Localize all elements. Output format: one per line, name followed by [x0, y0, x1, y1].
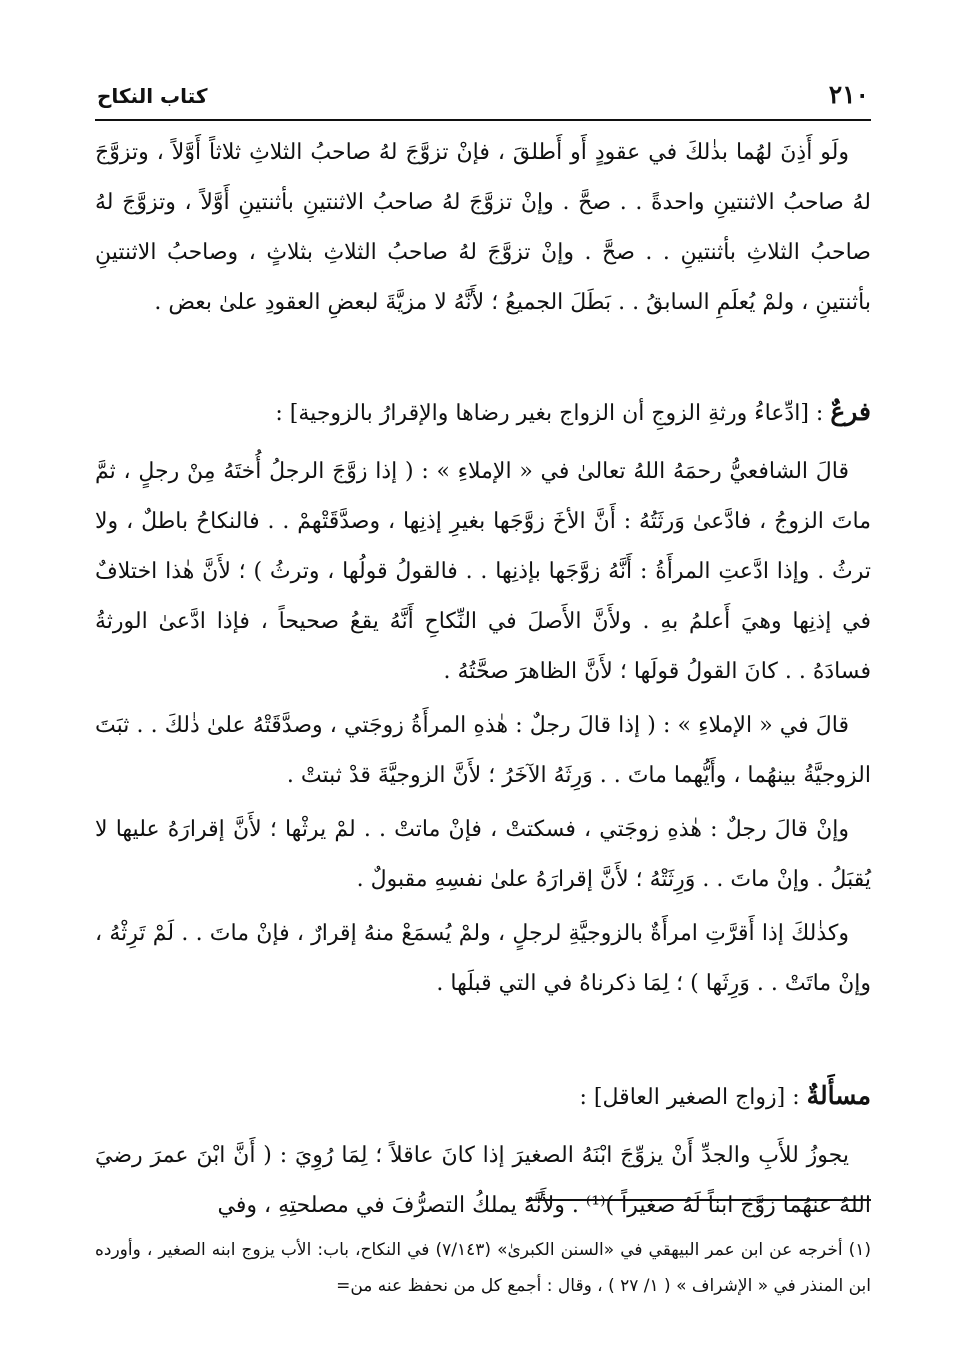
section-gap	[95, 1013, 871, 1067]
heading-keyword: فرعٌ	[830, 397, 871, 426]
section-gap	[95, 332, 871, 383]
page-header	[95, 80, 871, 120]
paragraph: وكذٰلكَ إذا أَقرَّتِ امرأَةٌ بالزوجيَّةِ لرجلٍ ، ولمْ يُسمَعْ منهُ إقرارٌ ، فإنْ ماتَ . . لَمْ تَرِثْهُ ، وإنْ ماتَتْ . . وَرِثَها ) ؛ لِمَا ذكرناهُ في التي قبلَها .	[95, 921, 871, 996]
heading-keyword: مسأَلةٌ	[806, 1081, 871, 1110]
section-heading-masala	[95, 1067, 871, 1127]
heading-text: : [زواج الصغير العاقل] :	[579, 1085, 807, 1110]
paragraph: قالَ في « الإملاءِ » : ( إذا قالَ رجلٌ : هٰذهِ المرأَةُ زوجَتي ، وصدَّقَتْهُ علىٰ ذٰلكَ . . ثبَتَ الزوجيَّةُ بينهُما ، وأَيُّهما ماتَ . . وَرِثَهُ الآخَرُ ؛ لأَنَّ الزوجيَّةَ قدْ ثبتتْ .	[95, 713, 871, 788]
main-text	[95, 128, 871, 1235]
footnote-rule	[526, 1199, 871, 1201]
footnote-text: (١) أخرجه عن ابن عمر البيهقي في «السنن الكبرىٰ» (٧/١٤٣) في النكاح، باب: الأب يزوج ابنه الصغير ، وأورده ابن المنذر في « الإشراف » ( ١/ ٢٧ ) ، وقال : أجمع كل من نحفظ عنه من=	[95, 1240, 872, 1296]
page-number: ٢١٠	[828, 80, 869, 109]
paragraph: قالَ الشافعيُّ رحمَهُ اللهُ تعالىٰ في « الإملاءِ » : ( إذا زوَّجَ الرجلُ أُختَهُ مِنْ رجلٍ ، ثمَّ ماتَ الزوجُ ، فادَّعىٰ وَرثَتُهُ : أَنَّ الأخَ زوَّجَها بغيرِ إذنِها ، وصدَّقَتْهمْ . . فالنكاحُ باطلٌ ، ولا ترثُ . وإذا ادَّعتِ المرأَةُ : أَنَّهُ زوَّجَها بإذنِها . . فالقولُ قولُها ، وترثُ ) ؛ لأَنَّ هٰذا اختلافٌ في إذنِها وهيَ أَعلمُ بهِ . ولأَنَّ الأَصلَ في النِّكاحِ أَنَّهُ يقعُ صحيحاً ، فإذا ادَّعىٰ الورثةُ فسادَهُ . . كانَ القولُ قولَها ؛ لأَنَّ الظاهرَ صحَّتُهُ .	[95, 459, 871, 684]
heading-text: : [ادِّعاءُ ورثةِ الزوجِ أن الزواج بغير رضاها والإقرارُ بالزوجية] :	[275, 401, 831, 426]
footnote	[95, 1232, 871, 1304]
header-rule	[95, 119, 871, 121]
paragraph: يجوزُ للأَبِ والجدِّ أَنْ يزوِّجَ ابْنَهُ الصغيرَ إذا كانَ عاقلاً ؛ لِمَا رُوِيَ : ( أَنَّ ابْنَ عمرَ رضيَ اللهُ عنهُما زوَّجَ ابناً لَهُ صغيراً )⁽¹⁾ . ولأَنَّهُ يملكُ التصرُّفَ في مصلحتِهِ ، وفي	[95, 1143, 871, 1218]
intro-paragraph: ولَو أَذِنَ لهُما بذٰلكَ في عقودٍ أَو أَطلقَ ، فإنْ تزوَّجَ لهُ صاحبُ الثلاثِ ثلاثاً أَوَّلاً ، وتزوَّجَ لهُ صاحبُ الاثنتينِ واحدةً . . صحَّ . وإنْ تزوَّجَ لهُ صاحبُ الاثنتينِ بأثنتينِ أَوَّلاً ، وتزوَّجَ لهُ صاحبُ الثلاثِ بأثنتينِ . . صحَّ . وإنْ تزوَّجَ لهُ صاحبُ الثلاثِ بثلاثٍ ، وصاحبُ الاثنتينِ بأثنتينِ ، ولمْ يُعلَمِ السابقُ . . بَطَلَ الجميعُ ؛ لأَنَّهُ لا مزيَّةَ لبعضِ العقودِ علىٰ بعض .	[95, 140, 871, 315]
section-heading-far	[95, 383, 871, 443]
running-title: كتاب النكاح	[97, 84, 208, 108]
paragraph: وإنْ قالَ رجلٌ : هٰذهِ زوجَتي ، فسكتتْ ، فإنْ ماتتْ . . لمْ يرثْها ؛ لأَنَّ إقرارَهُ عليها لا يُقبَلُ . وإنْ ماتَ . . وَرِثَتْهُ ؛ لأَنَّ إقرارَهُ علىٰ نفسِهِ مقبولٌ .	[95, 817, 871, 892]
